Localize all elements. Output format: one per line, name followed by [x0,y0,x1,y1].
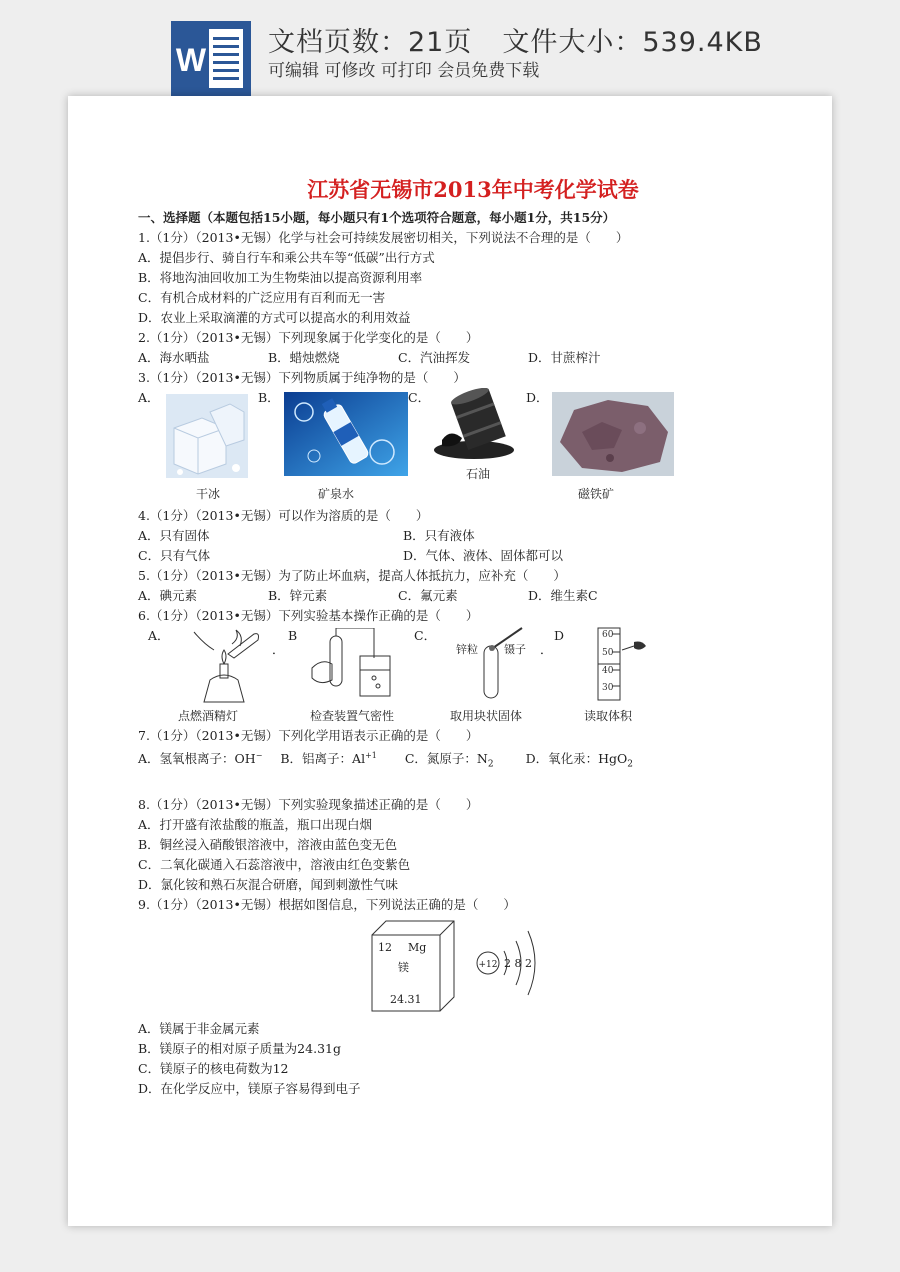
question-6-caption-a: 点燃酒精灯 [178,709,239,723]
nucleus-charge: +12 [478,959,498,970]
scale-60: 60 [602,630,614,640]
question-6-label-d: D [554,628,565,643]
exam-title: 江苏省无锡市2013年中考化学试卷 [307,177,639,202]
question-5-option-c: C．氟元素 [398,588,458,603]
read-volume-image [594,626,648,702]
question-4-options-row1 [138,526,778,546]
mineral-water-image [284,392,408,476]
magnetite-caption: 磁铁矿 [578,487,615,501]
magnetite-image [552,392,674,476]
question-6-stem: 6.（1分）（2013•无锡）下列实验基本操作正确的是（ ） [138,608,479,623]
question-2-option-b: B．蜡烛燃烧 [268,350,340,365]
dry-ice-image [166,394,248,478]
question-7-option-a: A．氢氧根离子：OH− [138,751,263,767]
scale-30: 30 [602,683,614,693]
question-3-label-b: B． [258,390,280,405]
question-9-stem: 9.（1分）（2013•无锡）根据如图信息，下列说法正确的是（ ） [138,896,516,912]
question-9-figure [138,915,778,1019]
element-name: 镁 [398,960,409,974]
exam-content [138,176,778,1099]
question-3-label-a: A． [138,390,160,405]
question-7-option-d: D．氧化汞：HgO$_2$ [525,751,633,770]
question-7-option-c: C．氮原子：$N_2$ [404,751,494,770]
question-4-stem: 4.（1分）（2013•无锡）可以作为溶质的是（ ） [138,508,429,523]
airtightness-check-image [308,628,408,706]
question-1-option-a: A．提倡步行、骑自行车和乘公共车等“低碳”出行方式 [138,250,435,265]
question-4-option-c: C．只有气体 [138,548,211,563]
question-6-label-c: C． [414,628,437,643]
question-9-option-d: D．在化学反应中，镁原子容易得到电子 [138,1080,361,1096]
question-6-dot-b: ． [272,642,285,657]
question-9-option-a: A．镁属于非金属元素 [138,1020,260,1036]
question-5-option-b: B．锌元素 [268,588,328,603]
electron-shells: 2 8 2 [504,956,532,970]
question-6-caption-b: 检查装置气密性 [310,709,395,723]
question-6-dot-c: ． [540,642,553,657]
question-5-stem: 5.（1分）（2013•无锡）为了防止坏血病，提高人体抵抗力，应补充（ ） [138,568,566,583]
mineral-water-caption: 矿泉水 [318,487,355,501]
question-1-option-b: B．将地沟油回收加工为生物柴油以提高资源利用率 [138,270,423,285]
question-9-option-b: B．镁原子的相对原子质量为24.31g [138,1040,341,1056]
question-2-option-a: A．海水晒盐 [138,350,210,365]
atomic-number: 12 [378,940,392,954]
question-9-option-c: C．镁原子的核电荷数为12 [138,1060,289,1076]
word-icon-letter: W [175,42,207,78]
question-7-options [138,746,778,775]
question-8-stem: 8.（1分）（2013•无锡）下列实验现象描述正确的是（ ） [138,796,479,812]
question-6-caption-d: 读取体积 [584,709,633,723]
question-6-caption-c: 取用块状固体 [450,709,523,723]
tweezers-label: 镊子 [504,643,526,656]
question-5-options [138,586,778,606]
question-1-stem: 1.（1分）（2013•无锡）化学与社会可持续发展密切相关，下列说法不合理的是（ ） [138,230,629,245]
scale-50: 50 [602,648,614,658]
block-solid-image [478,626,526,702]
question-2-option-c: C．汽油挥发 [398,350,471,365]
feature-list: 可编辑 可修改 可打印 会员免费下载 [268,61,540,81]
alcohol-lamp-lighting-image [184,624,264,704]
file-size: 文件大小：539.4KB [502,27,763,58]
question-8-option-a: A．打开盛有浓盐酸的瓶盖，瓶口出现白烟 [138,816,373,832]
question-4-option-b: B．只有液体 [403,528,475,543]
question-1-option-c: C．有机合成材料的广泛应用有百利而无一害 [138,290,386,305]
question-4-options-row2 [138,546,778,566]
document-header [0,0,900,98]
file-info [268,20,763,59]
question-8-option-c: C．二氧化碳通入石蕊溶液中，溶液由红色变紫色 [138,856,411,872]
question-8-option-b: B．铜丝浸入硝酸银溶液中，溶液由蓝色变无色 [138,836,398,852]
question-7-option-b: B．铝离子：$Al^{+1}$ [280,751,377,767]
question-7-stem: 7.（1分）（2013•无锡）下列化学用语表示正确的是（ ） [138,728,479,743]
question-3-label-c: C． [408,390,431,405]
question-6-label-b: B [288,628,298,643]
atomic-mass: 24.31 [390,992,422,1006]
question-6-images [138,626,778,726]
element-symbol: Mg [408,940,427,954]
question-5-option-a: A．碘元素 [138,588,198,603]
dry-ice-caption: 干冰 [196,487,221,501]
section-heading: 一、选择题（本题包括15小题，每小题只有1个选项符合题意，每小题1分，共15分） [138,210,616,225]
question-4-option-a: A．只有固体 [138,528,210,543]
atomic-structure-diagram [474,915,554,1011]
scale-40: 40 [602,666,614,676]
page-count: 文档页数：21页 [268,27,473,58]
question-3-stem: 3.（1分）（2013•无锡）下列物质属于纯净物的是（ ） [138,370,466,385]
question-6-label-a: A． [148,628,170,643]
question-4-option-d: D．气体、液体、固体都可以 [403,548,564,563]
zinc-granule-label: 锌粒 [456,643,478,656]
question-2-options [138,348,778,368]
question-3-label-d: D． [526,390,549,405]
question-1-option-d: D．农业上采取滴灌的方式可以提高水的利用效益 [138,310,411,325]
question-8-option-d: D．氯化铵和熟石灰混合研磨，闻到刺激性气味 [138,876,399,892]
question-2-option-d: D．甘蔗榨汁 [528,350,601,365]
petroleum-caption: 石油 [466,467,491,481]
petroleum-image [428,388,520,462]
question-5-option-d: D．维生素C [528,588,598,603]
question-2-stem: 2.（1分）（2013•无锡）下列现象属于化学变化的是（ ） [138,330,479,345]
question-3-images [138,388,778,506]
magnesium-element-cell [368,919,458,1015]
word-document-icon [171,21,251,96]
